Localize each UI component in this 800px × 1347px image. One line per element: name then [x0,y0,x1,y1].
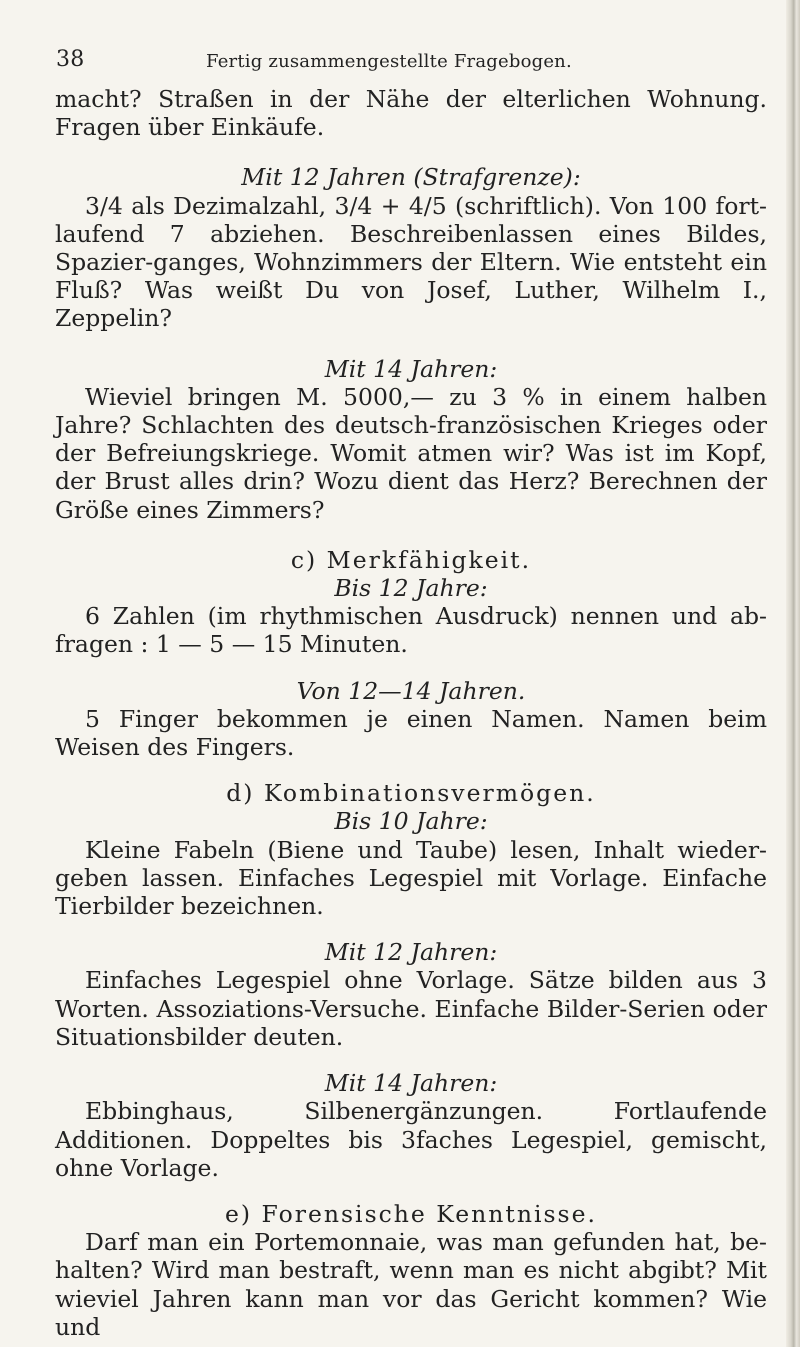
page-edge-shadow [786,0,800,1347]
subheading-mit-14: Mit 14 Jahren: [324,1069,498,1098]
subheading-12-14: Von 12—14 Jahren. [296,676,526,705]
subheading-mit-12: Mit 12 Jahren: [324,938,498,967]
running-title: Fertig zusammengestellte Fragebogen. [206,51,572,72]
opening-paragraph: macht? Straßen in der Nähe der elterlichen Wohnung. Fragen über Einkäufe. [55,85,767,142]
section-heading-merkfaehigkeit: c) Merkfähigkeit. [290,545,532,574]
section-heading-kombinationsvermoegen: d) Kombinationsvermögen. [226,779,596,808]
section-heading-age-14: Mit 14 Jahren: [324,354,498,383]
text-forensische-kenntnisse: Darf man ein Portemonnaie, was man gefunden hat, be-halten? Wird man bestraft, wenn man es nicht abgibt? Mit wieviel Jahren kann man vor das Gericht kommen? Wie und [55,1228,767,1341]
text-mit-12: Einfaches Legespiel ohne Vorlage. Sätze bilden aus 3 Worten. Assoziations-Versuche. Einfache Bilder-Serien oder Situationsbilder deuten. [55,966,767,1051]
text-12-14: 5 Finger bekommen je einen Namen. Namen beim Weisen des Fingers. [55,704,767,762]
page-content [55,85,767,1341]
page-number: 38 [56,47,85,72]
section-text-age-12: 3/4 als Dezimalzahl, 3/4 + 4/5 (schriftlich). Von 100 fort-laufend 7 abziehen. Beschreibenlassen eines Bildes, Spazier-ganges, Wohnzimmers der Eltern. Wie entsteht ein Fluß? Was weißt Du von Josef, Luther, Wilhelm I., Zeppelin? [55,191,767,333]
subheading-bis-12: Bis 12 Jahre: [334,574,488,603]
text-bis-12: 6 Zahlen (im rhythmischen Ausdruck) nennen und ab-fragen : 1 — 5 — 15 Minuten. [55,602,767,659]
section-text-age-14: Wieviel bringen M. 5000,— zu 3 % in einem halben Jahre? Schlachten des deutsch-französischen Krieges oder der Befreiungskriege. Womit atmen wir? Was ist im Kopf, der Brust alles drin? Wozu dient das Herz? Berechnen der Größe eines Zimmers? [55,382,767,524]
text-mit-14: Ebbinghaus, Silbenergänzungen. Fortlaufende Additionen. Doppeltes bis 3faches Legespiel, gemischt, ohne Vorlage. [55,1097,767,1182]
subheading-bis-10: Bis 10 Jahre: [334,807,488,836]
section-heading-age-12: Mit 12 Jahren (Strafgrenze): [241,163,581,192]
text-bis-10: Kleine Fabeln (Biene und Taube) lesen, Inhalt wieder-geben lassen. Einfaches Legespiel mit Vorlage. Einfache Tierbilder bezeichnen. [55,835,767,921]
section-heading-forensische-kenntnisse: e) Forensische Kenntnisse. [225,1199,597,1228]
running-header [56,47,756,81]
